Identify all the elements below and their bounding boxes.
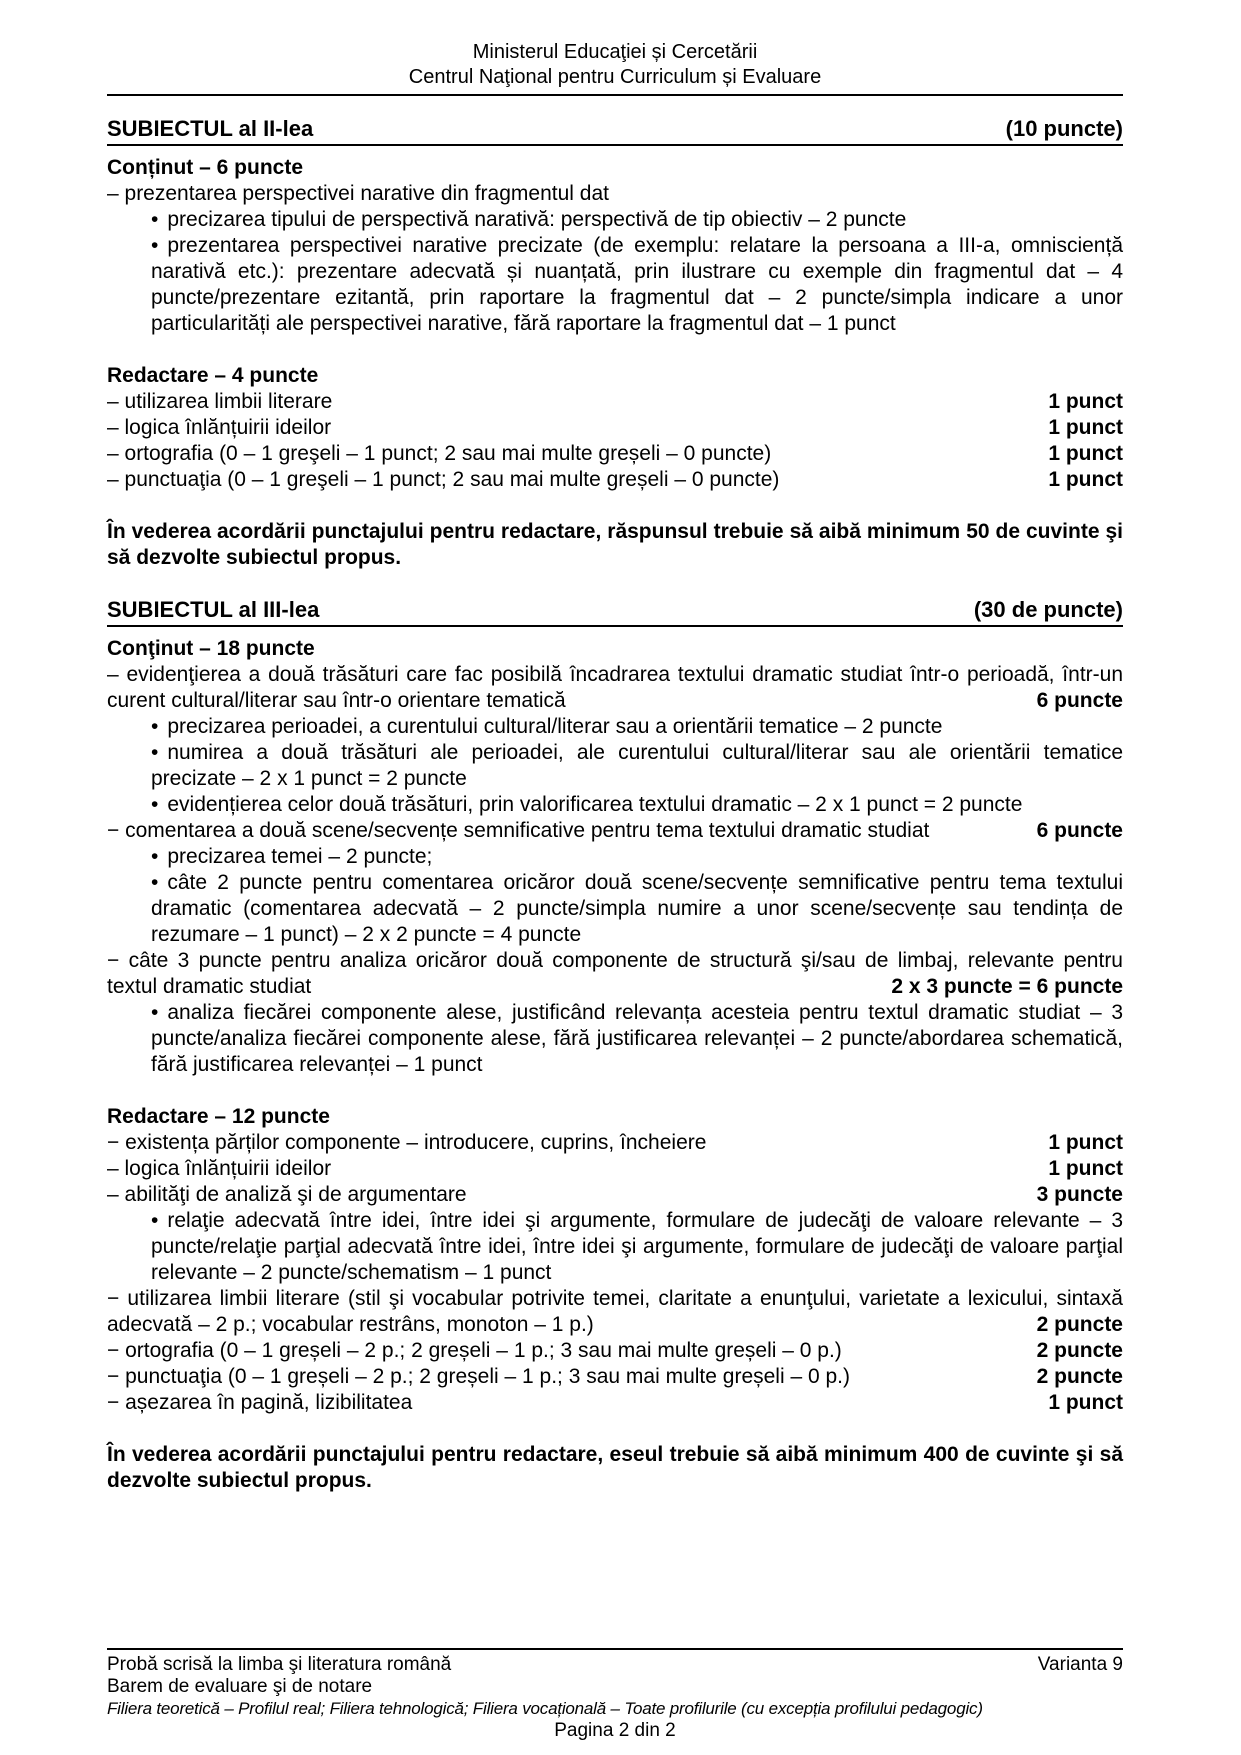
document-footer (107, 1648, 1123, 1742)
subsection-title: Redactare – 4 puncte (107, 364, 319, 387)
criterion-text: – logica înlănțuirii ideilor (107, 416, 332, 439)
criterion-row (107, 1390, 1123, 1416)
criterion-row (107, 415, 1123, 441)
document-header (107, 40, 1123, 96)
bullet-item (107, 233, 1123, 337)
bullet-icon: • (151, 871, 159, 894)
bullet-icon: • (151, 793, 159, 816)
criterion-text: − utilizarea limbii literare (stil şi vocabular potrivite temei, claritate a enunţului, varietate a lexicului, sintaxă adecvată – 2 p.; vocabular restrâns, monoton – 1 p.) (107, 1287, 1123, 1336)
criterion-text: – logica înlănțuirii ideilor (107, 1157, 332, 1180)
criterion-row (107, 389, 1123, 415)
bullet-icon: • (151, 208, 159, 231)
spacer (107, 493, 1123, 519)
spacer (107, 1078, 1123, 1104)
bullet-item (107, 1000, 1123, 1078)
bullet-text: precizarea tipului de perspectivă narativă: perspectivă de tip obiectiv – 2 puncte (167, 208, 907, 231)
footer-variant: Varianta 9 (1037, 1654, 1123, 1675)
spacer (107, 1416, 1123, 1442)
subsection-title: Redactare – 12 puncte (107, 1105, 330, 1128)
score-value: 1 punct (1048, 468, 1123, 491)
section-points: (10 puncte) (1005, 116, 1123, 141)
subsection-title: Conţinut – 18 puncte (107, 637, 315, 660)
criterion-text: – punctuaţia (0 – 1 greşeli – 1 punct; 2 sau mai multe greșeli – 0 puncte) (107, 468, 780, 491)
section-heading (107, 116, 1123, 146)
bullet-text: prezentarea perspectivei narative precizate (de exemplu: relatare la persoana a III-a, omnisciență narativă etc.): prezentare adecvată și nuanțată, prin ilustrare cu exemple din fragmentul dat – 4 puncte/prezentare ezitantă, prin raportare la fragmentul dat – 2 puncte/simpla indicare a unor particularități ale perspectivei narative, fără raportare la fragmentul dat – 1 punct (151, 234, 1123, 335)
criterion-text: – utilizarea limbii literare (107, 390, 333, 413)
bullet-item (107, 1208, 1123, 1286)
bullet-icon: • (151, 845, 159, 868)
bullet-icon: • (151, 741, 159, 764)
criterion-row (107, 1130, 1123, 1156)
bullet-text: precizarea perioadei, a curentului cultural/literar sau a orientării tematice – 2 puncte (167, 715, 943, 738)
bullet-item (107, 870, 1123, 948)
criterion-row (107, 1364, 1123, 1390)
bullet-icon: • (151, 1209, 159, 1232)
bullet-text: analiza fiecărei componente alese, justificând relevanța acesteia pentru textul dramatic studiat – 3 puncte/analiza fiecărei componente alese, fără justificarea relevanței – 2 puncte/abordarea schematică, fără justificarea relevanței – 1 punct (151, 1001, 1123, 1076)
criterion-row (107, 1338, 1123, 1364)
subsection-title: Conținut – 6 puncte (107, 156, 303, 179)
criterion-text: − existența părților componente – introducere, cuprins, încheiere (107, 1131, 707, 1154)
note-paragraph: În vederea acordării punctajului pentru redactare, răspunsul trebuie să aibă minimum 50 de cuvinte şi să dezvolte subiectul propus. (107, 520, 1123, 569)
header-center-line: Centrul Naţional pentru Curriculum și Evaluare (408, 66, 822, 88)
header-ministry-line: Ministerul Educaţiei și Cercetării (472, 41, 758, 63)
score-value: 2 puncte (1036, 1339, 1123, 1362)
score-value: 3 puncte (1036, 1183, 1123, 1206)
note-paragraph: În vederea acordării punctajului pentru redactare, eseul trebuie să aibă minimum 400 de cuvinte şi să dezvolte subiectul propus. (107, 1443, 1123, 1492)
score-value: 6 puncte (1036, 819, 1123, 842)
criterion-text: − comentarea a două scene/secvențe semnificative pentru tema textului dramatic studiat (107, 819, 930, 842)
criterion-row (107, 467, 1123, 493)
criterion-row (107, 441, 1123, 467)
footer-filiera-line: Filiera teoretică – Profilul real; Filiera tehnologică; Filiera vocațională – Toate profilurile (cu excepția profilului pedagogic) (107, 1699, 983, 1718)
criterion-text: – abilităţi de analiză şi de argumentare (107, 1183, 467, 1206)
criterion-row (107, 948, 1123, 1000)
criterion-text: – evidenţierea a două trăsături care fac posibilă încadrarea textului dramatic studiat într-o perioadă, într-un curent cultural/literar sau într-o orientare tematică (107, 663, 1123, 712)
bullet-text: evidențierea celor două trăsături, prin valorificarea textului dramatic – 2 x 1 punct = 2 puncte (167, 793, 1023, 816)
score-value: 2 puncte (1036, 1313, 1123, 1336)
bullet-text: câte 2 puncte pentru comentarea oricăror două scene/secvențe semnificative pentru tema textului dramatic (comentarea adecvată – 2 puncte/simpla numire a unor scene/secvențe sau tendința de rezumare – 1 punct) – 2 x 2 puncte = 4 puncte (151, 871, 1123, 946)
criterion-row (107, 818, 1123, 844)
bullet-item (107, 792, 1123, 818)
criterion-row (107, 1286, 1123, 1338)
criterion-text: – prezentarea perspectivei narative din fragmentul dat (107, 182, 609, 205)
document-body (107, 96, 1123, 1494)
criterion-text: – ortografia (0 – 1 greşeli – 1 punct; 2 sau mai multe greșeli – 0 puncte) (107, 442, 772, 465)
score-value: 1 punct (1048, 442, 1123, 465)
score-value: 1 punct (1048, 1391, 1123, 1414)
score-value: 2 x 3 puncte = 6 puncte (891, 975, 1123, 998)
section-points: (30 de puncte) (973, 597, 1123, 622)
criterion-row (107, 1156, 1123, 1182)
criterion-text: − ortografia (0 – 1 greșeli – 2 p.; 2 greșeli – 1 p.; 3 sau mai multe greșeli – 0 p.) (107, 1339, 842, 1362)
score-value: 1 punct (1048, 390, 1123, 413)
score-value: 6 puncte (1036, 689, 1123, 712)
criterion-row (107, 662, 1123, 714)
footer-page-number: Pagina 2 din 2 (554, 1720, 676, 1741)
bullet-item (107, 844, 1123, 870)
footer-first-row (107, 1654, 1123, 1676)
footer-barem-line: Barem de evaluare şi de notare (107, 1676, 373, 1697)
bullet-text: numirea a două trăsături ale perioadei, ale curentului cultural/literar sau ale orientării tematice precizate – 2 x 1 punct = 2 puncte (151, 741, 1123, 790)
criterion-text: − punctuaţia (0 – 1 greșeli – 2 p.; 2 greșeli – 1 p.; 3 sau mai multe greșeli – 0 p.) (107, 1365, 850, 1388)
bullet-icon: • (151, 715, 159, 738)
bullet-icon: • (151, 1001, 159, 1024)
criterion-text: − așezarea în pagină, lizibilitatea (107, 1391, 413, 1414)
section-heading (107, 597, 1123, 627)
score-value: 1 punct (1048, 416, 1123, 439)
spacer (107, 571, 1123, 597)
bullet-text: precizarea temei – 2 puncte; (167, 845, 433, 868)
criterion-row (107, 1182, 1123, 1208)
section-title: SUBIECTUL al II-lea (107, 116, 314, 141)
score-value: 1 punct (1048, 1157, 1123, 1180)
bullet-item (107, 714, 1123, 740)
bullet-text: relaţie adecvată între idei, între idei şi argumente, formulare de judecăţi de valoare relevante – 3 puncte/relaţie parţial adecvată între idei, între idei şi argumente, formulare de judecăţi de valoare parţial relevante – 2 puncte/schematism – 1 punct (151, 1209, 1123, 1284)
section-title: SUBIECTUL al III-lea (107, 597, 320, 622)
criterion-text: − câte 3 puncte pentru analiza oricăror două componente de structură şi/sau de limbaj, relevante pentru textul dramatic studiat (107, 949, 1123, 998)
bullet-icon: • (151, 234, 159, 257)
bullet-item (107, 207, 1123, 233)
bullet-item (107, 740, 1123, 792)
spacer (107, 337, 1123, 363)
score-value: 1 punct (1048, 1131, 1123, 1154)
footer-exam-title: Probă scrisă la limba şi literatura română (107, 1654, 452, 1675)
score-value: 2 puncte (1036, 1365, 1123, 1388)
